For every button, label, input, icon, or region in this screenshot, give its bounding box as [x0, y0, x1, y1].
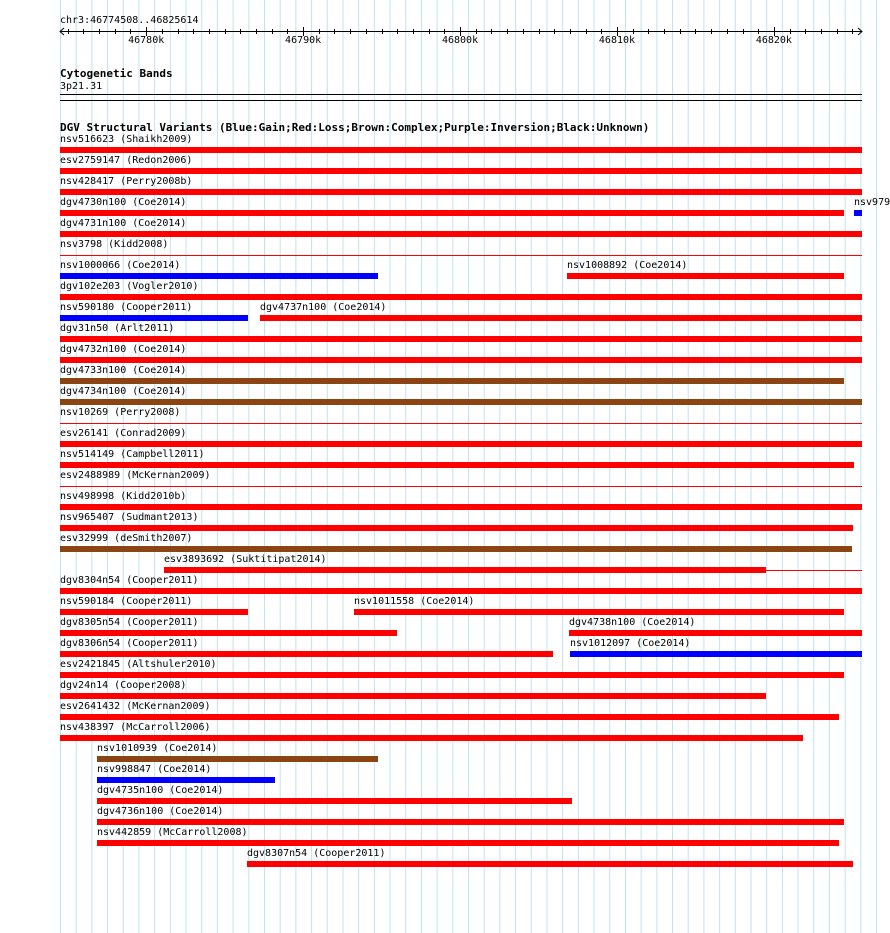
variant-bar-loss[interactable] — [60, 255, 862, 256]
variant-bar-loss[interactable] — [60, 630, 397, 636]
variant-label[interactable]: dgv4737n100 (Coe2014) — [260, 302, 387, 313]
variant-label[interactable]: esv2488989 (McKernan2009) — [60, 470, 211, 481]
variant-bar-loss[interactable] — [60, 210, 844, 216]
variant-label[interactable]: esv32999 (deSmith2007) — [60, 533, 193, 544]
variant-bar-loss[interactable] — [567, 273, 844, 279]
dgv-track-title: DGV Structural Variants (Blue:Gain;Red:Loss;Brown:Complex;Purple:Inversion;Black:Unknown) — [60, 121, 650, 134]
ruler-tick-label: 46810k — [598, 35, 636, 46]
ruler-position-label: chr3:46774508..46825614 — [60, 15, 199, 26]
variant-label[interactable]: nsv516623 (Shaikh2009) — [60, 134, 193, 145]
variant-bar-loss[interactable] — [60, 294, 862, 300]
variant-bar-loss[interactable] — [97, 840, 839, 846]
variant-bar-gain[interactable] — [854, 210, 862, 216]
variant-bar-loss[interactable] — [60, 147, 862, 153]
ruler-tick-label: 46820k — [755, 35, 792, 46]
variant-bar-loss[interactable] — [60, 441, 862, 447]
variant-label[interactable]: nsv10269 (Perry2008) — [60, 407, 181, 418]
variant-bar-loss[interactable] — [60, 357, 862, 363]
cytoband-track-title: Cytogenetic Bands — [60, 67, 173, 80]
variant-bar-loss[interactable] — [97, 798, 572, 804]
variant-label[interactable]: nsv498998 (Kidd2010b) — [60, 491, 187, 502]
ruler-tick-label: 46800k — [441, 35, 479, 46]
variant-label[interactable]: nsv590180 (Cooper2011) — [60, 302, 193, 313]
variant-label[interactable]: dgv8307n54 (Cooper2011) — [247, 848, 386, 859]
variant-label[interactable]: esv2641432 (McKernan2009) — [60, 701, 211, 712]
variant-label[interactable]: nsv428417 (Perry2008b) — [60, 176, 193, 187]
variant-label[interactable]: esv3893692 (Suktitipat2014) — [164, 554, 327, 565]
variant-label[interactable]: nsv1011558 (Coe2014) — [354, 596, 475, 607]
cytoband-line-bottom — [60, 100, 862, 101]
variant-bar-loss[interactable] — [60, 504, 862, 510]
variant-bar-complex[interactable] — [60, 546, 852, 552]
variant-bar-loss[interactable] — [354, 609, 844, 615]
variant-bar-loss[interactable] — [60, 168, 862, 174]
variant-bar-loss[interactable] — [60, 714, 839, 720]
variant-label[interactable]: dgv31n50 (Arlt2011) — [60, 323, 175, 334]
variant-label[interactable]: nsv438397 (McCarroll2006) — [60, 722, 211, 733]
variant-label[interactable]: dgv8305n54 (Cooper2011) — [60, 617, 199, 628]
variant-bar-loss[interactable] — [60, 735, 803, 741]
ruler-tick-label: 46790k — [285, 35, 322, 46]
variant-bar-complex[interactable] — [97, 756, 378, 762]
variant-bar-gain[interactable] — [570, 651, 862, 657]
variant-bar-loss[interactable] — [60, 651, 553, 657]
variant-bar-loss[interactable] — [60, 588, 862, 594]
variant-label[interactable]: dgv8304n54 (Cooper2011) — [60, 575, 199, 586]
variant-bar-complex[interactable] — [60, 399, 862, 405]
variant-label[interactable]: nsv965407 (Sudmant2013) — [60, 512, 199, 523]
variant-label[interactable]: nsv1008892 (Coe2014) — [567, 260, 688, 271]
variant-bar-gain[interactable] — [60, 315, 248, 321]
variant-label[interactable]: esv2421845 (Altshuler2010) — [60, 659, 217, 670]
variant-bar-loss[interactable] — [60, 231, 862, 237]
variant-bar-loss[interactable] — [97, 819, 844, 825]
variant-label[interactable]: dgv4732n100 (Coe2014) — [60, 344, 187, 355]
variant-bar-loss[interactable] — [569, 630, 862, 636]
variant-label[interactable]: dgv4733n100 (Coe2014) — [60, 365, 187, 376]
variant-bar-complex[interactable] — [60, 378, 844, 384]
variant-bar-loss[interactable] — [164, 567, 766, 573]
variant-bar-loss[interactable] — [60, 609, 248, 615]
variant-label[interactable]: dgv4734n100 (Coe2014) — [60, 386, 187, 397]
variant-bar-loss[interactable] — [766, 570, 862, 571]
variant-bar-loss[interactable] — [247, 861, 853, 867]
variant-label[interactable]: nsv979 — [854, 197, 890, 208]
variant-label[interactable]: nsv3798 (Kidd2008) — [60, 239, 169, 250]
variant-bar-gain[interactable] — [60, 273, 378, 279]
variant-label[interactable]: esv2759147 (Redon2006) — [60, 155, 193, 166]
variant-bar-loss[interactable] — [60, 486, 862, 487]
variant-bar-gain[interactable] — [97, 777, 275, 783]
cytoband-line-top — [60, 94, 862, 95]
cytoband-label: 3p21.31 — [60, 81, 103, 92]
variant-label[interactable]: nsv514149 (Campbell2011) — [60, 449, 205, 460]
variant-bar-loss[interactable] — [60, 423, 862, 424]
variant-bar-loss[interactable] — [60, 672, 844, 678]
variant-label[interactable]: dgv4731n100 (Coe2014) — [60, 218, 187, 229]
variant-label[interactable]: dgv8306n54 (Cooper2011) — [60, 638, 199, 649]
variant-label[interactable]: nsv998847 (Coe2014) — [97, 764, 212, 775]
variant-label[interactable]: dgv4735n100 (Coe2014) — [97, 785, 224, 796]
variant-label[interactable]: nsv442859 (McCarroll2008) — [97, 827, 248, 838]
variant-bar-loss[interactable] — [60, 525, 853, 531]
variant-label[interactable]: esv26141 (Conrad2009) — [60, 428, 187, 439]
variant-label[interactable]: nsv590184 (Cooper2011) — [60, 596, 193, 607]
variant-label[interactable]: nsv1010939 (Coe2014) — [97, 743, 218, 754]
variant-bar-loss[interactable] — [60, 462, 854, 468]
ruler-tick-label: 46780k — [128, 35, 165, 46]
variant-label[interactable]: dgv102e203 (Vogler2010) — [60, 281, 199, 292]
variant-label[interactable]: nsv1012097 (Coe2014) — [570, 638, 691, 649]
variant-label[interactable]: dgv4738n100 (Coe2014) — [569, 617, 696, 628]
variant-label[interactable]: nsv1000066 (Coe2014) — [60, 260, 181, 271]
variant-bar-loss[interactable] — [60, 336, 862, 342]
variant-bar-loss[interactable] — [260, 315, 862, 321]
variant-label[interactable]: dgv4736n100 (Coe2014) — [97, 806, 224, 817]
variant-label[interactable]: dgv4730n100 (Coe2014) — [60, 197, 187, 208]
variant-bar-loss[interactable] — [60, 693, 766, 699]
variant-label[interactable]: dgv24n14 (Cooper2008) — [60, 680, 187, 691]
variant-bar-loss[interactable] — [60, 189, 862, 195]
